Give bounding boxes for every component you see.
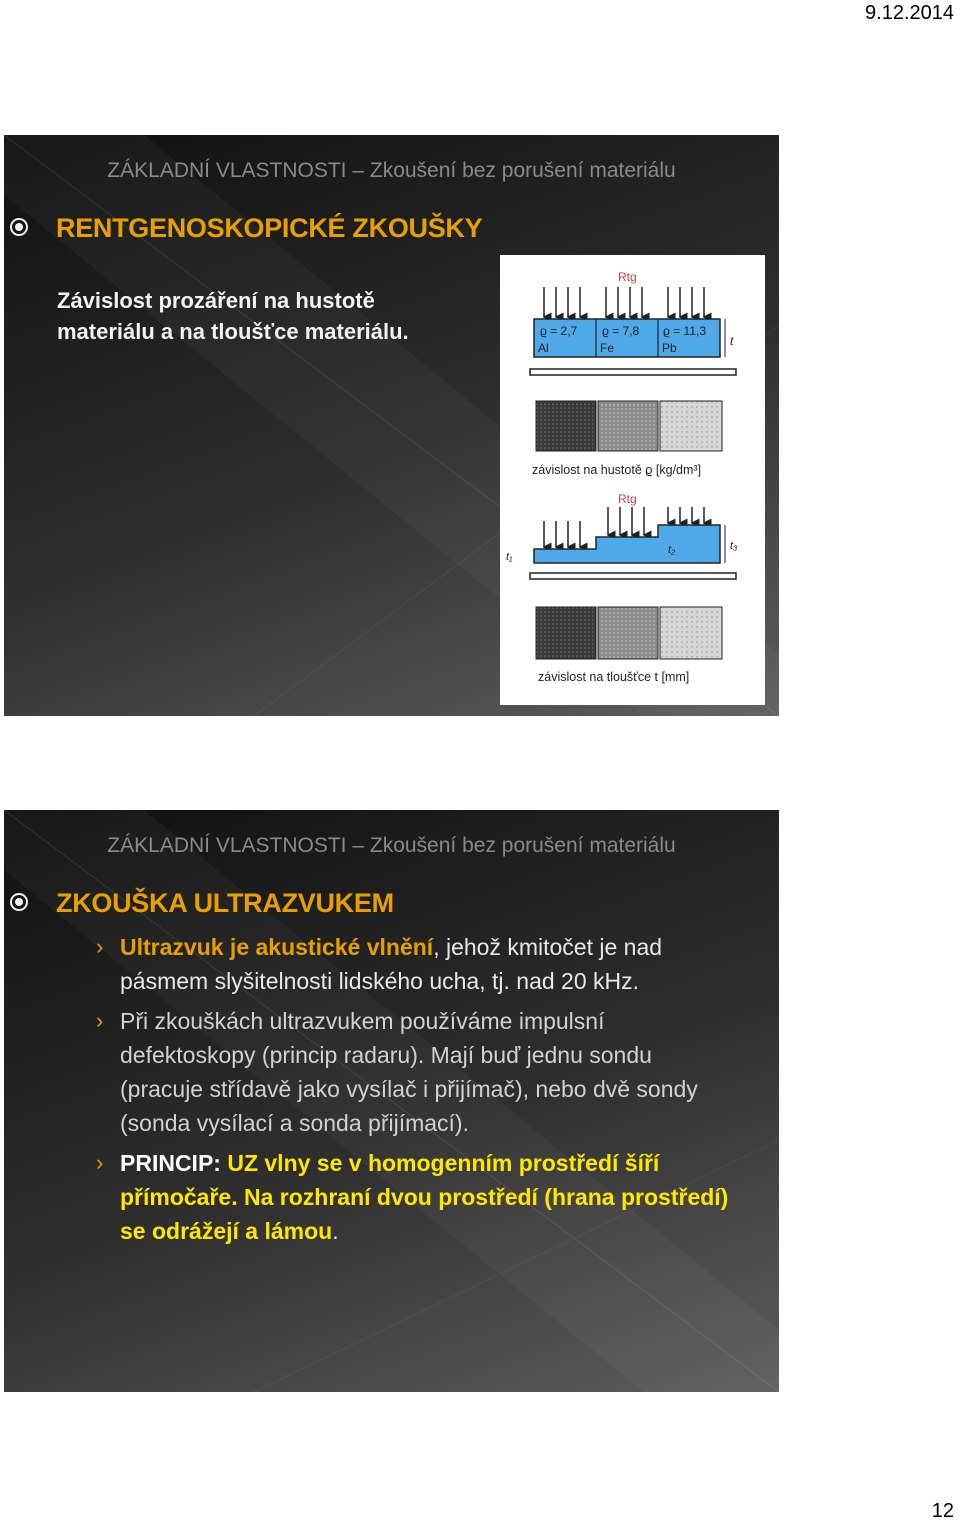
list-item xyxy=(96,1146,740,1248)
film-exposure-medium xyxy=(598,607,658,659)
stepped-block xyxy=(534,525,720,563)
slide-title: ZÁKLADNÍ VLASTNOSTI – Zkoušení bez porušení materiálu xyxy=(107,834,676,857)
film-strip xyxy=(530,573,736,579)
material-symbol: Fe xyxy=(600,341,615,355)
date: 9.12.2014 xyxy=(865,2,954,24)
film-strip xyxy=(530,369,736,375)
caption-density: závislost na hustotě ϱ [kg/dm³] xyxy=(532,463,702,477)
density-label: ϱ = 11,3 xyxy=(663,324,707,338)
slide-title: ZÁKLADNÍ VLASTNOSTI – Zkoušení bez porušení materiálu xyxy=(107,159,676,182)
film-exposure-dark xyxy=(536,607,596,659)
slide-heading xyxy=(56,213,482,244)
circle-bullet-icon xyxy=(10,218,28,236)
description-line: materiálu a na tloušťce materiálu. xyxy=(57,319,409,344)
chevron-right-icon: › xyxy=(96,1008,104,1033)
thickness-label-2: t₂ xyxy=(668,544,676,556)
bullet-label: PRINCIP: xyxy=(120,1150,221,1176)
description xyxy=(57,285,457,347)
film-exposure-light xyxy=(660,401,722,451)
material-symbol: Al xyxy=(538,341,549,355)
material-symbol: Pb xyxy=(662,341,677,355)
heading-text: ZKOUŠKA ULTRAZVUKEM xyxy=(56,888,394,918)
page-number: 12 xyxy=(931,1500,954,1522)
thickness-label: t xyxy=(730,334,734,348)
chevron-right-icon: › xyxy=(96,1150,104,1175)
list-item xyxy=(96,1004,740,1140)
chevron-right-icon: › xyxy=(96,934,104,959)
thickness-label-3: t₃ xyxy=(730,540,738,552)
ray-label: Rtg xyxy=(618,492,637,506)
film-exposure-dark xyxy=(536,401,596,451)
ray-arrows xyxy=(544,287,704,317)
bullet-end: . xyxy=(332,1218,339,1244)
xray-diagram xyxy=(500,255,765,705)
ray-label: Rtg xyxy=(618,270,637,284)
thickness-label-1: t₁ xyxy=(506,551,513,563)
density-label: ϱ = 7,8 xyxy=(602,324,640,338)
slide-heading xyxy=(56,888,394,919)
bullet-text: Při zkouškách ultrazvukem používáme impulsní defektoskopy (princip radaru). Mají buď jednu sondu (pracuje střídavě jako vysílač i přijímač), nebo dvě sondy (sonda vysílací a sonda přijímací). xyxy=(120,1008,698,1136)
slide-rentgen xyxy=(4,135,779,716)
xray-figure xyxy=(500,255,765,705)
bullet-list xyxy=(96,930,740,1254)
caption-thickness: závislost na tloušťce t [mm] xyxy=(538,670,690,684)
bullet-text: , jehož kmitočet je nad pásmem slyšitelnosti lidského ucha, tj. nad 20 kHz. xyxy=(120,934,663,994)
description-line: Závislost prozáření na hustotě xyxy=(57,288,375,313)
list-item xyxy=(96,930,740,998)
heading-text: RENTGENOSKOPICKÉ ZKOUŠKY xyxy=(56,213,483,243)
bullet-highlight: UZ vlny se v homogenním prostředí šíří přímočaře. Na rozhraní dvou prostředí (hrana prostředí) se odrážejí a lámou xyxy=(120,1150,729,1244)
film-exposure-light xyxy=(660,607,722,659)
slide-ultrazvuk xyxy=(4,810,779,1392)
circle-bullet-icon xyxy=(10,893,28,911)
film-exposure-medium xyxy=(598,401,658,451)
bullet-highlight: Ultrazvuk je akustické vlnění xyxy=(120,934,434,960)
density-label: ϱ = 2,7 xyxy=(540,324,578,338)
